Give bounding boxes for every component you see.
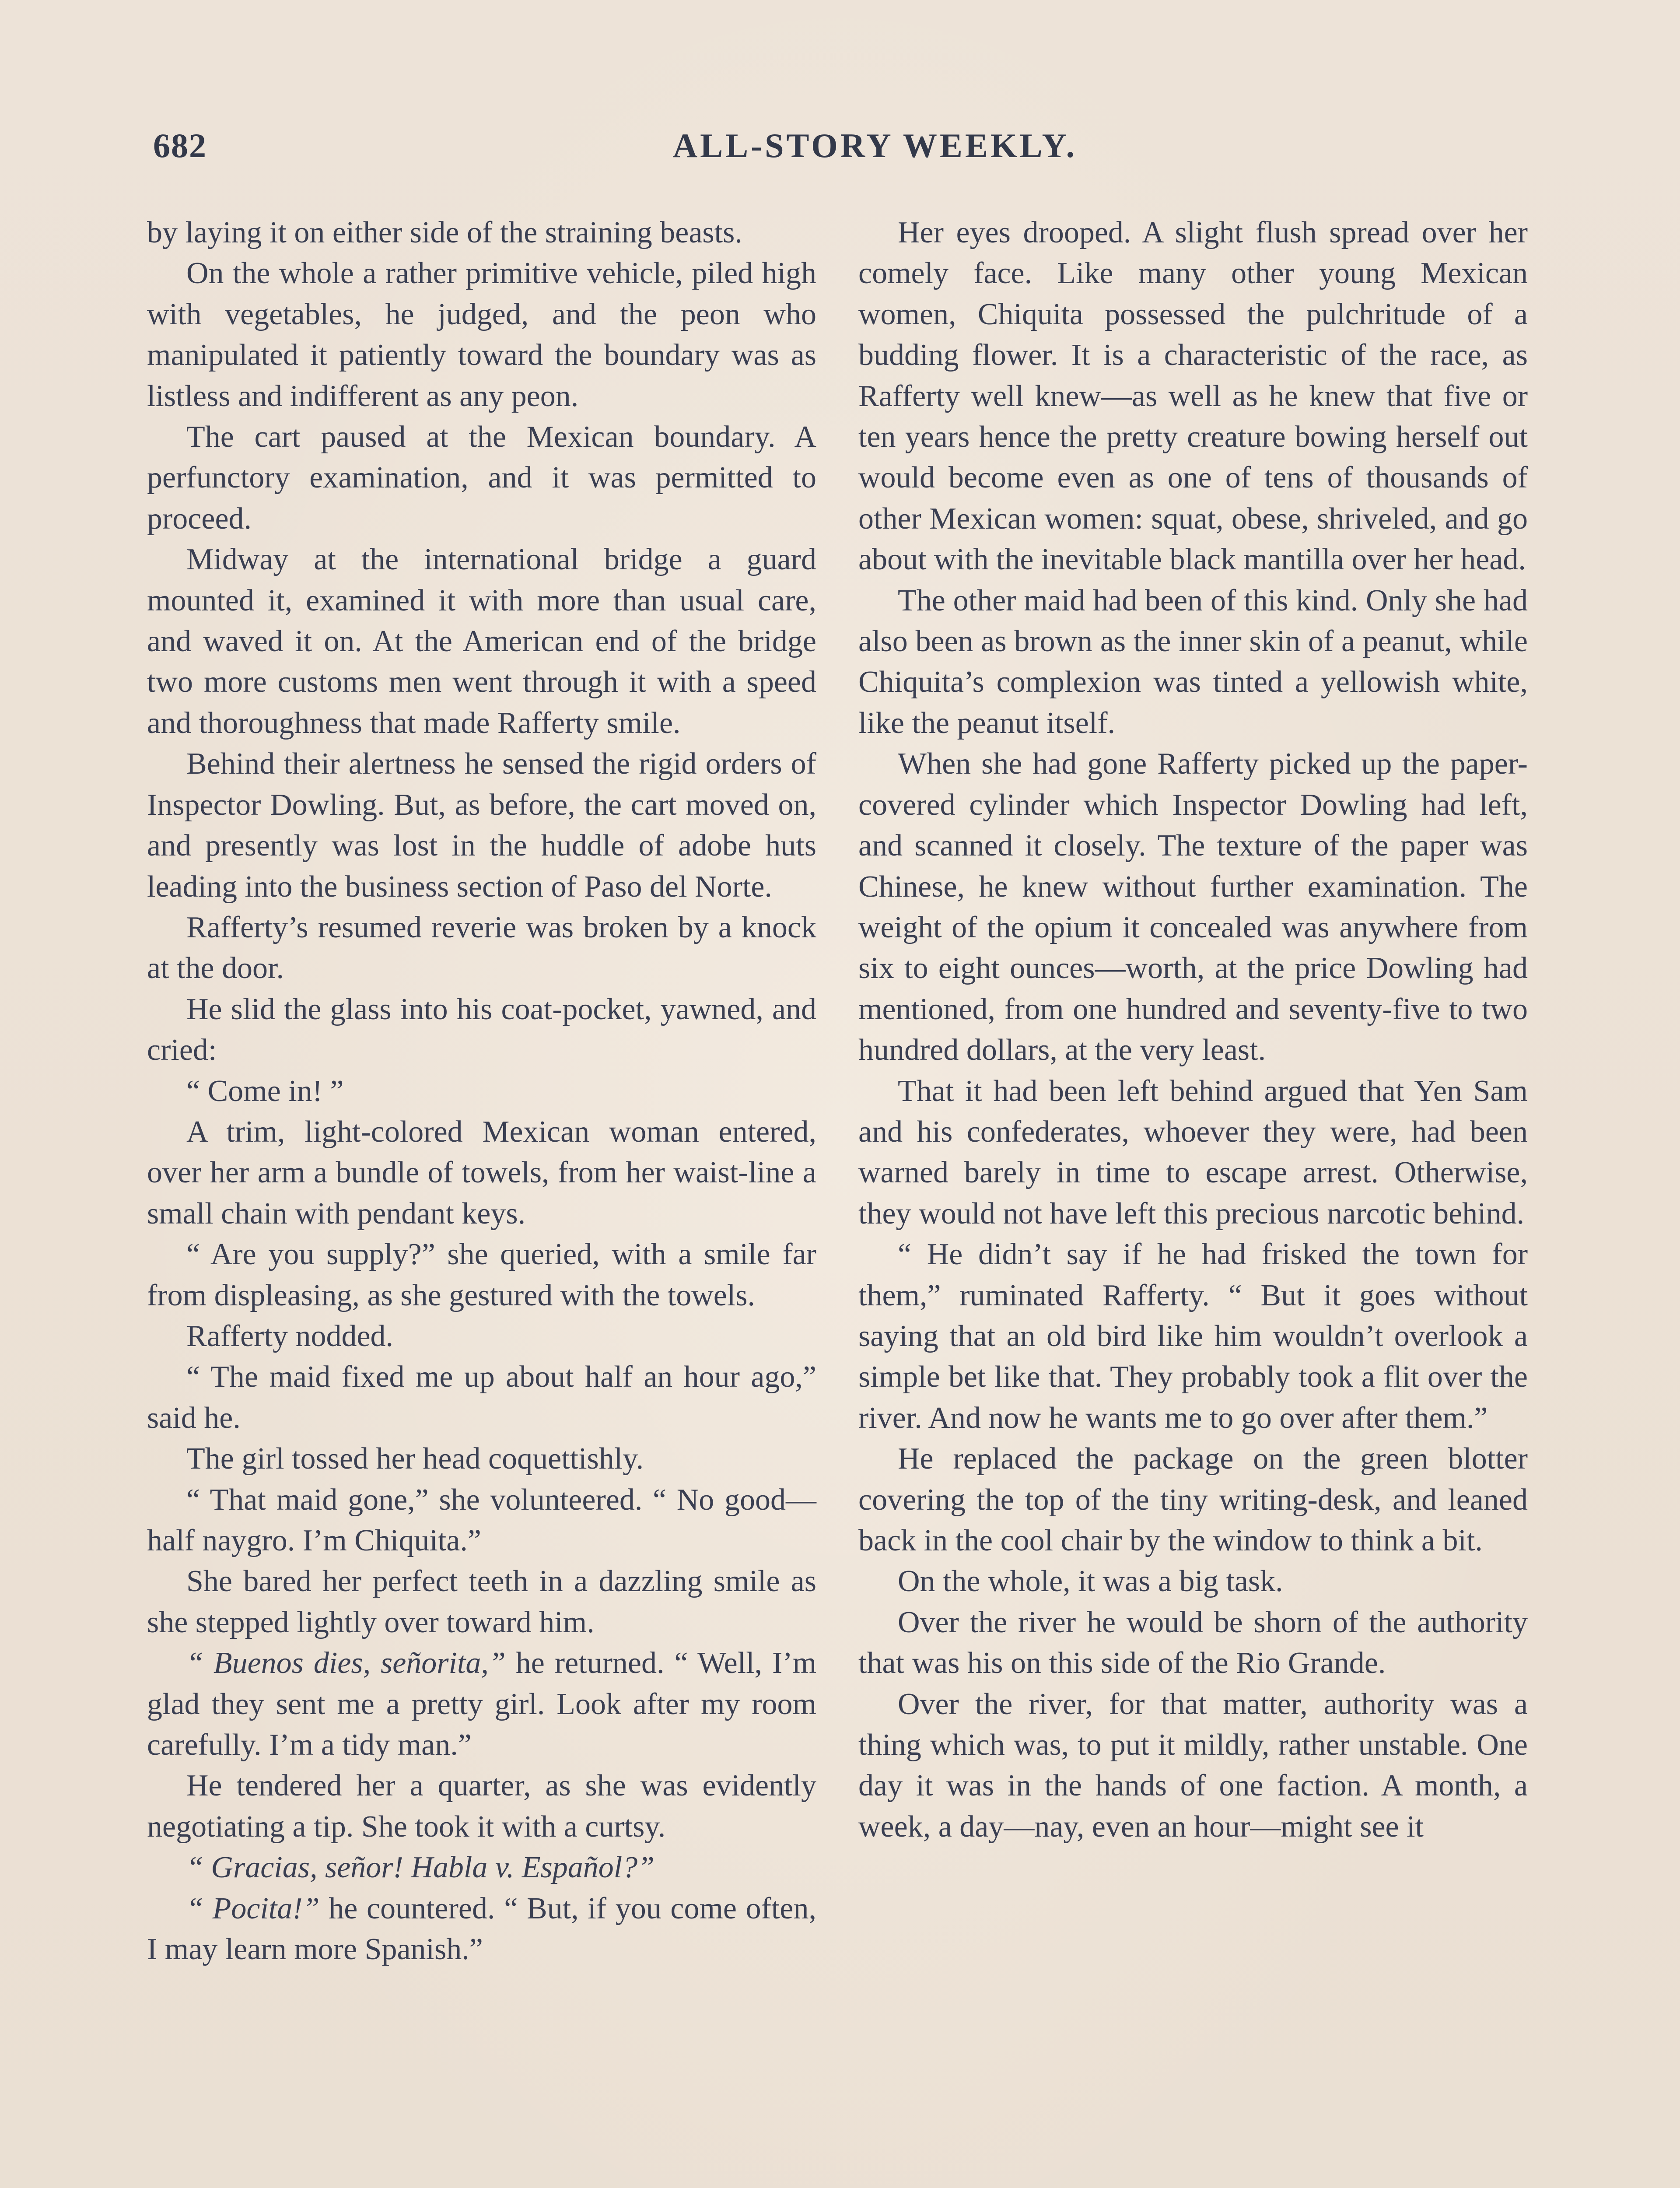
right-column xyxy=(858,212,1528,1847)
paragraph-text: he countered. xyxy=(319,1891,504,1925)
paragraph: Rafferty nodded. xyxy=(186,1319,394,1353)
paragraph-italic xyxy=(147,1847,816,1888)
paragraph: Over the river, for that matter, authority was a thing which was, to put it mildly, rather unstable. One day it was in the hands of one faction. A month, a week, a day—nay, even an hour—might see it xyxy=(858,1687,1528,1844)
paragraph: Her eyes drooped. A slight flush spread over her comely face. Like many other young Mexican women, Chiquita possessed the pulchritude of a budding flower. It is a characteristic of the race, as Rafferty well knew—as well as he knew that five or ten years hence the pretty creature bowing herself out would become even as one of tens of thousands of other Mexican women: squat, obese, shriveled, and go about with the inevitable black mantilla over her head. xyxy=(858,216,1528,577)
paragraph: On the whole a rather primitive vehicle, piled high with vegetables, he judged, and the peon who manipulated it patiently toward the boundary was as listless and indifferent as any peon. xyxy=(147,256,816,413)
paragraph: He tendered her a quarter, as she was evidently negotiating a tip. She took it with a curtsy. xyxy=(147,1769,816,1844)
paragraph: Rafferty’s resumed reverie was broken by a knock at the door. xyxy=(147,910,816,985)
italic-spanish-text: “ Buenos dies, señorita,” xyxy=(186,1646,506,1680)
paragraph: “ Come in! ” xyxy=(186,1074,344,1108)
paragraph: “ The maid fixed me up about half an hour ago,” said he. xyxy=(147,1360,816,1435)
paragraph: She bared her perfect teeth in a dazzling smile as she stepped lightly over toward him. xyxy=(147,1564,816,1639)
running-head: ALL-STORY WEEKLY. xyxy=(672,126,1078,165)
paragraph: “ Are you supply?” she queried, with a smile far from displeasing, as she gestured with the towels. xyxy=(147,1238,816,1312)
paragraph: “ That maid gone,” she volunteered. “ No good—half naygro. I’m Chiquita.” xyxy=(147,1483,816,1557)
paragraph-text: “ But, if you come often, I may learn more Spanish.” xyxy=(147,1891,816,1967)
italic-spanish-text: “ Gracias, señor! Habla v. Español?” xyxy=(186,1851,655,1885)
page-number: 682 xyxy=(153,126,207,165)
paragraph: Midway at the international bridge a guard mounted it, examined it with more than usual care, and waved it on. At the American end of the bridge two more customs men went through it with a speed and thoroughness that made Rafferty smile. xyxy=(147,543,816,740)
paragraph: He replaced the package on the green blotter covering the top of the tiny writing-desk, and leaned back in the cool chair by the window to think a bit. xyxy=(858,1442,1528,1557)
paragraph: He slid the glass into his coat-pocket, yawned, and cried: xyxy=(147,992,816,1067)
paragraph: When she had gone Rafferty picked up the paper-covered cylinder which Inspector Dowling had left, and scanned it closely. The texture of the paper was Chinese, he knew without further examination. The weight of the opium it concealed was anywhere from six to eight ounces—worth, at the price Dowling had mentioned, from one hundred and seventy-five to two hundred dollars, at the very least. xyxy=(858,747,1528,1067)
paragraph: The cart paused at the Mexican boundary. A perfunctory examination, and it was permitted to proceed. xyxy=(147,420,816,536)
left-column xyxy=(147,212,816,1970)
paragraph: A trim, light-colored Mexican woman entered, over her arm a bundle of towels, from her waist-line a small chain with pendant keys. xyxy=(147,1115,816,1231)
paragraph-mixed xyxy=(147,1643,816,1765)
paragraph-text: “ Well, I’m glad they sent me a pretty girl. Look after my room carefully. I’m a tidy man.” xyxy=(147,1646,817,1762)
italic-spanish-text: “ Pocita!” xyxy=(186,1891,320,1925)
paragraph: That it had been left behind argued that Yen Sam and his confederates, whoever they were, had been warned barely in time to escape arrest. Otherwise, they would not have left this precious narcotic behind. xyxy=(858,1074,1528,1231)
paragraph: Behind their alertness he sensed the rigid orders of Inspector Dowling. But, as before, the cart moved on, and presently was lost in the huddle of adobe huts leading into the business section of Paso del Norte. xyxy=(147,747,816,904)
paragraph: Over the river he would be shorn of the authority that was his on this side of the Rio Grande. xyxy=(858,1605,1528,1680)
paragraph: by laying it on either side of the straining beasts. xyxy=(147,216,742,249)
paragraph-text: he returned. xyxy=(505,1646,665,1680)
paragraph: On the whole, it was a big task. xyxy=(898,1564,1283,1599)
paragraph: The other maid had been of this kind. Only she had also been as brown as the inner skin of a peanut, while Chiquita’s complexion was tinted a yellowish white, like the peanut itself. xyxy=(858,583,1528,740)
paragraph-mixed xyxy=(147,1888,816,1970)
page-header xyxy=(153,126,1531,183)
paragraph: “ He didn’t say if he had frisked the town for them,” ruminated Rafferty. “ But it goes without saying that an old bird like him wouldn’t overlook a simple bet like that. They probably took a flit over the river. And now he wants me to go over after them.” xyxy=(858,1238,1528,1435)
paragraph: The girl tossed her head coquettishly. xyxy=(186,1442,644,1476)
